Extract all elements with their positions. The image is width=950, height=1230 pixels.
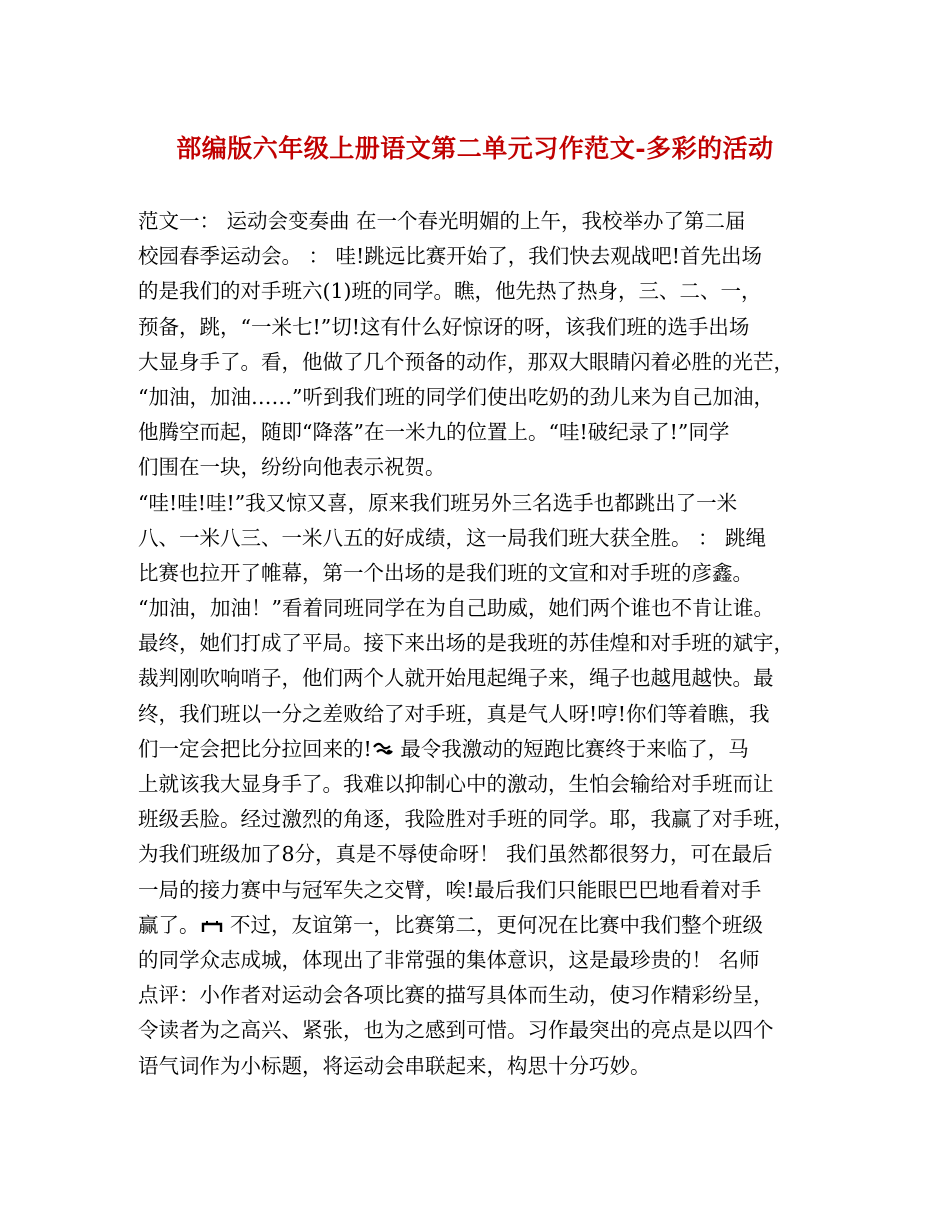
text-segment: 赢了。	[138, 912, 200, 937]
essay-body	[138, 204, 818, 1084]
text-segment: 不过，友谊第一，比赛第二，更何况在比赛中我们整个班级	[223, 912, 764, 937]
text-line-with-symbol	[138, 908, 818, 943]
text-line: 一局的接力赛中与冠军失之交臂，唉!最后我们只能眼巴巴地看着对手	[138, 877, 762, 902]
text-line: 范文一： 运动会变奏曲 在一个春光明媚的上午，我校举办了第二届	[138, 209, 746, 233]
text-line: 令读者为之高兴、紧张，也为之感到可惜。习作最突出的亮点是以四个	[138, 1018, 774, 1043]
text-segment: 最令我激动的短跑比赛终于来临了，马	[393, 736, 749, 761]
text-line: 点评：小作者对运动会各项比赛的描写具体而生动，使习作精彩纷呈，	[138, 983, 774, 1008]
bracket-symbol-icon	[200, 909, 224, 944]
text-line: 他腾空而起，随即“降落”在一米九的位置上。“哇!破纪录了!”同学	[138, 420, 730, 445]
text-line: “加油，加油……”听到我们班的同学们使出吃奶的劲儿来为自己加油，	[138, 384, 774, 409]
text-line: 预备，跳，“一米七!”切!这有什么好惊讶的呀，该我们班的选手出场	[138, 314, 750, 339]
text-line: 为我们班级加了8分，真是不辱使命呀！ 我们虽然都很努力，可在最后	[138, 842, 773, 867]
text-line: 裁判刚吹响哨子，他们两个人就开始甩起绳子来，绳子也越甩越快。最	[138, 666, 774, 691]
text-line: “哇!哇!哇!”我又惊又喜，原来我们班另外三名选手也都跳出了一米	[138, 490, 738, 515]
text-line: 班级丢脸。经过激烈的角逐，我险胜对手班的同学。耶，我赢了对手班，	[138, 807, 794, 832]
text-line: 校园春季运动会。 ： 哇!跳远比赛开始了，我们快去观战吧!首先出场	[138, 244, 763, 269]
text-line: 语气词作为小标题，将运动会串联起来，构思十分巧妙。	[138, 1053, 651, 1078]
text-line: 比赛也拉开了帷幕，第一个出场的是我们班的文宣和对手班的彦鑫。	[138, 560, 753, 585]
text-line: “加油，加油！”看着同班同学在为自己助威，她们两个谁也不肯让谁。	[138, 596, 774, 621]
text-line: 八、一米八三、一米八五的好成绩，这一局我们班大获全胜。 ： 跳绳	[138, 525, 767, 550]
text-segment: 们一定会把比分拉回来的!	[138, 736, 372, 761]
text-line: 的同学众志成城，体现出了非常强的集体意识，这是最珍贵的！ 名师	[138, 947, 760, 972]
text-line: 终，我们班以一分之差败给了对手班，真是气人呀!哼!你们等着瞧，我	[138, 701, 770, 726]
page-title: 部编版六年级上册语文第二单元习作范文-多彩的活动	[176, 134, 774, 163]
text-line: 上就该我大显身手了。我难以抑制心中的激动，生怕会输给对手班而让	[138, 772, 774, 796]
text-line: 大显身手了。看，他做了几个预备的动作，那双大眼睛闪着必胜的光芒，	[138, 349, 794, 374]
text-line: 最终，她们打成了平局。接下来出场的是我班的苏佳煌和对手班的斌宇，	[138, 631, 794, 656]
wavy-symbol-icon	[372, 733, 394, 768]
text-line-with-symbol	[138, 732, 818, 767]
text-line: 的是我们的对手班六(1)班的同学。瞧，他先热了热身，三、二、一，	[138, 279, 762, 304]
text-line: 们围在一块，纷纷向他表示祝贺。	[138, 455, 446, 480]
